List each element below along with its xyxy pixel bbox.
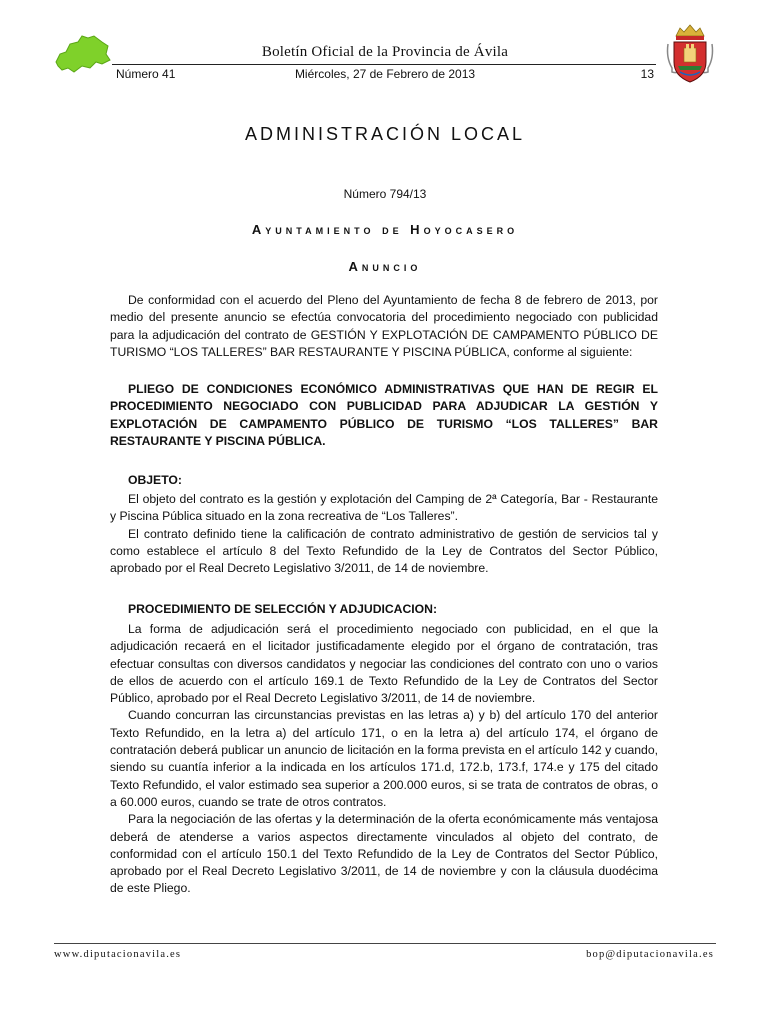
footer-rule [54, 943, 716, 944]
procedimiento-paragraph: Cuando concurran las circunstancias previstas en las letras a) y b) del artículo 170 del anterior Texto Refundido, en la letra a) del artículo 171, o en la letra a) del artículo 174, el órgano de contratación deberá publicar un anuncio de licitación en la forma prevista en el artículo 142 y cuando, siendo su cuantía inferior a la indicada en los artículos 171.d, 172.b, 173.f, 174.e y 175 del citado Texto Refundido, el valor estimado sea superior a 200.000 euros, si se trata de contratos de obras, o a 60.000 euros, cuando se trate de otros contratos. [110, 708, 658, 809]
page-number: 13 [640, 67, 654, 81]
header-rule [112, 64, 656, 65]
bulletin-title: Boletín Oficial de la Provincia de Ávila [261, 44, 509, 60]
procedimiento-heading: PROCEDIMIENTO DE SELECCIÓN Y ADJUDICACION: [128, 602, 438, 616]
objeto-paragraph: El contrato definido tiene la calificación de contrato administrativo de gestión de servicios tal y como establece el artículo 8 del Texto Refundido de la Ley de Contratos del Sector Público, aprobado por el Real Decreto Legislativo 3/2011, de 14 de noviembre. [110, 526, 658, 576]
intro-block [110, 292, 658, 361]
issue-number: Número 41 [116, 67, 176, 81]
coat-of-arms-icon [664, 22, 716, 86]
objeto-block [110, 491, 658, 577]
procedimiento-paragraph: Para la negociación de las ofertas y la determinación de la oferta económicamente más ventajosa deberá de atenderse a varios aspectos directamente vinculados al objeto del contrato, de conformidad con el artículo 150.1 del Texto Refundido de la Ley de Contratos del Sector Público, aprobado por el Real Decreto Legislativo 3/2011, de 14 de noviembre y con la cláusula duodécima de este Pliego. [110, 812, 658, 896]
footer-website-link[interactable]: www.diputacionavila.es [54, 949, 182, 960]
objeto-heading: OBJETO: [128, 473, 182, 487]
pliego-title: PLIEGO DE CONDICIONES ECONÓMICO ADMINISTRATIVAS QUE HAN DE REGIR EL PROCEDIMIENTO NEGOCIADO CON PUBLICIDAD PARA ADJUDICAR LA GESTIÓN Y EXPLOTACIÓN DE CAMPAMENTO PÚBLICO DE TURISMO “LOS TALLERES” BAR RESTAURANTE Y PISCINA PÚBLICA. [110, 382, 658, 448]
announcement-label: Anuncio [348, 259, 422, 274]
organization-name: Ayuntamiento de Hoyocasero [251, 222, 519, 237]
issue-date: Miércoles, 27 de Febrero de 2013 [294, 67, 476, 81]
announcement-number: Número 794/13 [343, 187, 427, 201]
intro-paragraph: De conformidad con el acuerdo del Pleno del Ayuntamiento de fecha 8 de febrero de 2013, por medio del presente anuncio se efectúa convocatoria del procedimiento negociado con publicidad para la adjudicación del contrato de GESTIÓN Y EXPLOTACIÓN DE CAMPAMENTO PÚBLICO DE TURISMO “LOS TALLERES” BAR RESTAURANTE Y PISCINA PÚBLICA, conforme al siguiente: [110, 293, 658, 359]
procedimiento-paragraph: La forma de adjudicación será el procedimiento negociado con publicidad, en el que la adjudicación recaerá en el licitador justificadamente elegido por el órgano de contratación, tras efectuar consultas con diversos candidatos y negociar las condiciones del contrato con uno o varios de ellos de acuerdo con el artículo 169.1 de Texto Refundido de la Ley de Contratos del Sector Público, aprobado por el Real Decreto Legislativo 3/2011, de 14 de noviembre. [110, 622, 658, 706]
objeto-paragraph: El objeto del contrato es la gestión y explotación del Camping de 2ª Categoría, Bar - Restaurante y Piscina Pública situado en la zona recreativa de “Los Talleres”. [110, 492, 658, 524]
procedimiento-block [110, 621, 658, 898]
section-title: ADMINISTRACIÓN LOCAL [244, 124, 526, 144]
footer-email-link[interactable]: bop@diputacionavila.es [586, 949, 714, 960]
